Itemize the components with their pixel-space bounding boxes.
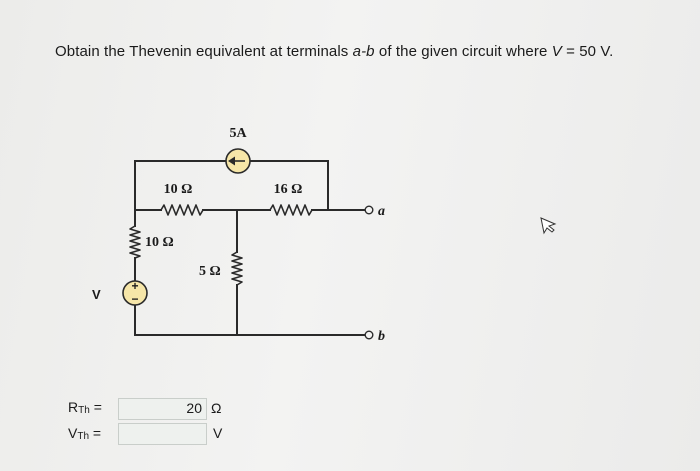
voltage-plus: + [131,279,139,293]
label-voltage-source: V [92,287,101,302]
resistor-10-left [130,226,140,258]
rth-label [68,399,102,416]
vth-unit: V [213,425,223,441]
resistor-10-top [161,205,203,215]
terminal-b-node [365,331,373,339]
label-r-middle: 5 Ω [199,264,221,279]
voltage-minus: − [131,292,139,306]
question-terminals: a-b [352,43,375,60]
label-terminal-a: a [378,204,385,219]
vth-equals: = [92,425,102,441]
label-r-top-left: 10 Ω [163,182,193,197]
rth-equals: = [93,399,102,415]
vth-label [68,425,101,442]
resistor-16 [270,205,312,215]
vth-input[interactable] [118,423,207,445]
question-prefix: Obtain the Thevenin equivalent at terminals [55,43,353,60]
label-r-top-right: 16 Ω [273,182,303,197]
label-r-left-vertical: 10 Ω [145,235,174,250]
rth-value: 20 [186,400,202,416]
rth-label-sub: Th [78,405,90,416]
label-current-source: 5A [229,126,247,141]
vth-label-sub: Th [77,431,90,442]
resistor-5 [232,252,242,285]
voltage-source [123,279,147,306]
terminal-a-node [365,206,373,214]
question-suffix: = 50 V. [561,43,614,60]
rth-unit: Ω [211,400,222,416]
label-terminal-b: b [378,329,385,344]
current-source [226,149,250,173]
rth-label-main: R [68,399,79,415]
vth-label-main: V [68,425,78,441]
question-middle: of the given circuit where [374,43,552,60]
mouse-cursor-icon [541,218,555,233]
question-var: V [551,43,562,60]
